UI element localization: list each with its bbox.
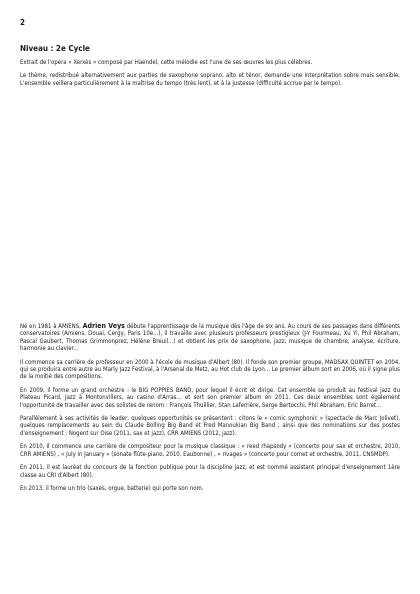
biography: [20, 323, 400, 498]
bio-paragraph: En 2010, il commence une carrière de compositeur pour la musique classique : « reed rhapsody » (concerto pour sax et orchestre, 2010, CRR AMIENS) , « July in January » (sonate flûte-piano, 2010, Eaubonne) , « rivages » (concerto pour cornet et orchestre, 2011, CNSMDP).: [20, 443, 400, 458]
bio-text: débute l'apprentissage de la musique dès l'âge de six ans. Au cours de ses passages dans différents conservatoires (Amiens, Douai, Cergy, Paris 10e...), il travaille avec plusieurs professeurs prestigieux (J-Y Fourmeau, Xu Yi, Phil Abraham, Pascal Gaubert, Thomas Grimmonprez, Hélène Breuil...) et obtient les prix de saxophone, jazz, musique de chambre, analyse, écriture, harmonie au clavier...: [20, 323, 400, 353]
bio-paragraph: Parallèlement à ses activités de leader, quelques opportunités se présentent : citons le « comic symphonic » (spectacle de Marc Jolivet), quelques remplacements au sein du Claude Bolling Big Band et Fred Manoukian Big Band ; ainsi que des nominations sur des postes d'enseignement : Nogent sur Oise (2011, sax et jazz), CRR AMIENS (2012, jazz).: [20, 415, 400, 437]
bio-paragraph: En 2011, il est lauréat du concours de la fonction publique pour la discipline jazz, et est nommé assistant principal d'enseignement 1ère classe au CRI d'Albert (80).: [20, 464, 400, 479]
bio-paragraph: En 2009, il forme un grand orchestre : le BIG POPPIES BAND, pour lequel il écrit et dirige. Cet ensemble se produit au festival jazz du Plateau Picard, Jazz à Montonvillers, au casino d'Arras... et sort son premier album en 2011. Ces deux ensembles sont également l'opportunité de travailler avec des solistes de renom : François Thuillier, Stan Laferrière, Serge Bertocchi, Phil Abraham, Eric Barret...: [20, 386, 400, 409]
intro-paragraph: Extrait de l'opéra « Xerxès » composé par Haendel, cette mélodie est l'une de ses œuvres les plus célèbres.: [20, 59, 313, 66]
intro-paragraph: Le thème, redistribué alternativement aux parties de saxophone soprano, alto et ténor, demande une interprétation sobre mais sensible. L'ensemble veillera particulièrement à la maîtrise du tempo (très lent), et à la justesse (difficulté accrue par le tempo).: [20, 72, 400, 87]
page-number: 2: [20, 18, 26, 27]
level-title: Niveau : 2e Cycle: [20, 44, 90, 53]
composer-name: Adrien Veys: [82, 322, 125, 330]
bio-paragraph: [20, 323, 400, 353]
piece-description: [20, 44, 400, 93]
bio-paragraph: Il commence sa carrière de professeur en 2000 à l'école de musique d'Albert (80). Il fonde son premier groupe, MADSAX QUINTET en 2004, qui se produira entre autre au Marly Jazz Festival, à l'Arsenal de Metz, au Hot club de Lyon... Le premier album sort en 2006, où il signe plus de la moitié des compositions.: [20, 358, 400, 381]
bio-paragraph: En 2013, il forme un trio (saxes, orgue, batterie) qui porte son nom.: [20, 484, 204, 492]
bio-text: Né en 1981 à AMIENS,: [20, 323, 83, 330]
